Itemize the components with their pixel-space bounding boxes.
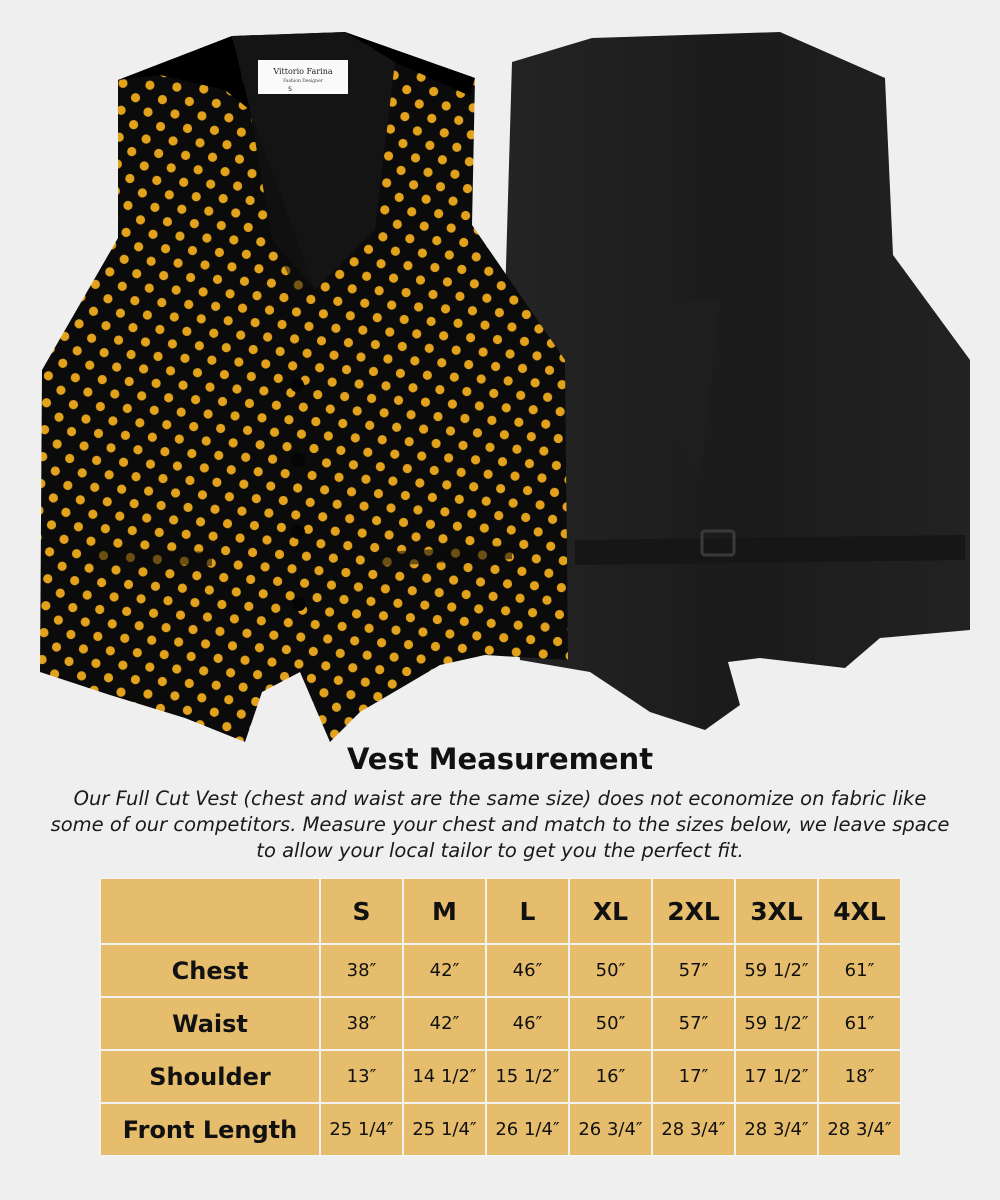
label-brand-text: Vittorio Farina — [273, 67, 333, 76]
table-cell: 46″ — [486, 997, 569, 1050]
row-label-shoulder: Shoulder — [100, 1050, 320, 1103]
vest-back — [500, 32, 970, 730]
label-size-text: S — [288, 86, 292, 93]
size-header-s: S — [320, 878, 403, 944]
table-cell: 13″ — [320, 1050, 403, 1103]
table-cell: 57″ — [652, 944, 735, 997]
table-row — [100, 997, 901, 1050]
table-cell: 18″ — [818, 1050, 901, 1103]
table-cell: 25 1/4″ — [403, 1103, 486, 1156]
size-header-4xl: 4XL — [818, 878, 901, 944]
size-header-2xl: 2XL — [652, 878, 735, 944]
table-cell: 28 3/4″ — [652, 1103, 735, 1156]
table-cell: 26 3/4″ — [569, 1103, 652, 1156]
table-cell: 50″ — [569, 997, 652, 1050]
table-cell: 50″ — [569, 944, 652, 997]
table-cell: 15 1/2″ — [486, 1050, 569, 1103]
table-cell: 59 1/2″ — [735, 997, 818, 1050]
table-cell: 17 1/2″ — [735, 1050, 818, 1103]
brand-label — [258, 60, 348, 94]
table-cell: 16″ — [569, 1050, 652, 1103]
size-chart-table — [99, 877, 902, 1157]
size-header-m: M — [403, 878, 486, 944]
table-cell: 59 1/2″ — [735, 944, 818, 997]
row-label-front-length: Front Length — [100, 1103, 320, 1156]
table-cell: 61″ — [818, 944, 901, 997]
vest-front — [40, 32, 568, 742]
table-cell: 17″ — [652, 1050, 735, 1103]
table-cell: 61″ — [818, 997, 901, 1050]
table-corner-cell — [100, 878, 320, 944]
row-label-chest: Chest — [100, 944, 320, 997]
table-cell: 42″ — [403, 944, 486, 997]
table-cell: 57″ — [652, 997, 735, 1050]
table-row — [100, 944, 901, 997]
table-header-row — [100, 878, 901, 944]
table-cell: 28 3/4″ — [818, 1103, 901, 1156]
page-title: Vest Measurement — [346, 742, 654, 776]
table-cell: 38″ — [320, 997, 403, 1050]
table-cell: 26 1/4″ — [486, 1103, 569, 1156]
table-row — [100, 1050, 901, 1103]
table-row — [100, 1103, 901, 1156]
size-header-3xl: 3XL — [735, 878, 818, 944]
description-text: Our Full Cut Vest (chest and waist are the same size) does not economize on fabric like some of our competitors. Measure your chest and match to the sizes below, we leave space to allow your local tailor to get you the perfect fit. — [50, 787, 950, 862]
label-sub-text: Fashion Designer — [283, 79, 323, 84]
table-cell: 42″ — [403, 997, 486, 1050]
size-header-xl: XL — [569, 878, 652, 944]
table-cell: 25 1/4″ — [320, 1103, 403, 1156]
table-cell: 14 1/2″ — [403, 1050, 486, 1103]
size-header-l: L — [486, 878, 569, 944]
table-cell: 46″ — [486, 944, 569, 997]
table-cell: 38″ — [320, 944, 403, 997]
table-cell: 28 3/4″ — [735, 1103, 818, 1156]
row-label-waist: Waist — [100, 997, 320, 1050]
